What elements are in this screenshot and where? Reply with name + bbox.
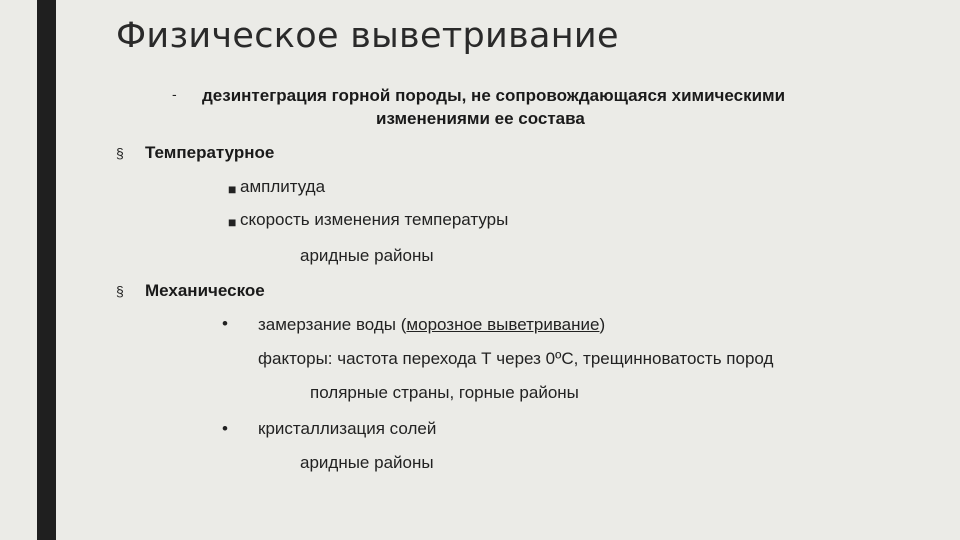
list-item-freezing xyxy=(258,315,605,335)
list-item-salts: кристаллизация солей xyxy=(258,419,437,438)
factors-text: факторы: частота перехода Т через 0ºС, трещинноватость пород xyxy=(258,349,774,368)
section-bullet-icon: § xyxy=(116,145,124,161)
dot-bullet-icon: • xyxy=(222,419,228,438)
dot-bullet-icon: • xyxy=(222,314,228,333)
square-bullet-icon: ■ xyxy=(228,214,237,230)
page-title: Физическое выветривание xyxy=(116,16,619,56)
note-arid-regions-2: аридные районы xyxy=(300,453,434,472)
freezing-text-end: ) xyxy=(599,315,606,334)
note-polar-mountain: полярные страны, горные районы xyxy=(310,383,579,402)
section-heading-mechanical: Механическое xyxy=(145,281,265,300)
section-bullet-icon: § xyxy=(116,283,124,299)
side-bar xyxy=(37,0,56,540)
section-heading-temperature: Температурное xyxy=(145,143,275,162)
note-arid-regions: аридные районы xyxy=(300,246,434,265)
list-item-rate: скорость изменения температуры xyxy=(240,210,509,229)
square-bullet-icon: ■ xyxy=(228,181,237,197)
definition-line-2: изменениями ее состава xyxy=(376,109,585,128)
definition-dash: - xyxy=(172,86,177,102)
definition-line-1: дезинтеграция горной породы, не сопровождающаяся химическими xyxy=(202,86,786,105)
freezing-text: замерзание воды ( xyxy=(258,315,407,334)
frost-weathering-link[interactable]: морозное выветривание xyxy=(406,315,600,334)
list-item-amplitude: амплитуда xyxy=(240,177,326,196)
